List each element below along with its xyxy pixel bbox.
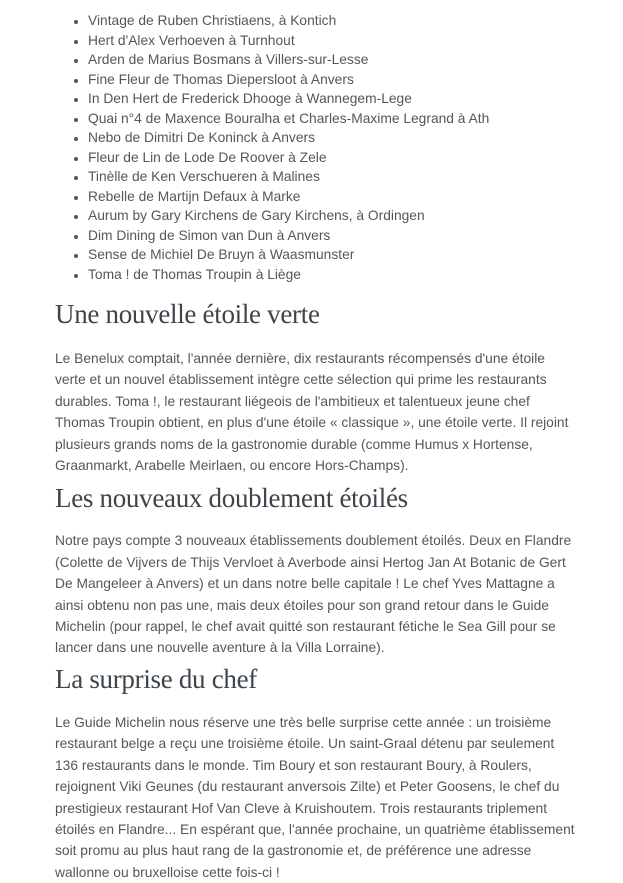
section-paragraph-chef-surprise: Le Guide Michelin nous réserve une très belle surprise cette année : un troisième restaurant belge a reçu une troisième étoile. Un saint-Graal détenu par seulement 136 restaurants dans le monde. Tim Boury et son restaurant Boury, à Roulers, rejoignent Viki Geunes (du restaurant anversois Zilte) et Peter Goosens, le chef du prestigieux restaurant Hof Van Cleve à Kruishoutem. Trois restaurants triplement étoilés en Flandre... En espérant que, l'année prochaine, un quatrième établissement soit promu au plus haut rang de la gastronomie et, de préférence une adresse wallonne ou bruxelloise cette fois-ci ! (55, 714, 575, 880)
restaurant-list-item: • Aurum by Gary Kirchens de Gary Kirchens, à Ordingen (88, 206, 578, 226)
section-heading-chef-surprise: La surprise du chef (55, 663, 257, 694)
restaurant-list-item: • Tinèlle de Ken Verschueren à Malines (88, 167, 578, 187)
restaurant-list-item: • Toma ! de Thomas Troupin à Liège (88, 265, 578, 285)
section-heading-two-stars: Les nouveaux doublement étoilés (55, 483, 408, 514)
restaurant-list-item: • In Den Hert de Frederick Dhooge à Wannegem-Lege (88, 89, 578, 109)
section-heading-green-star: Une nouvelle étoile verte (55, 299, 320, 329)
restaurant-list-item: • Fine Fleur de Thomas Diepersloot à Anvers (88, 70, 578, 90)
restaurant-list (55, 11, 578, 284)
section-two-stars (55, 482, 578, 658)
restaurant-list-item: • Rebelle de Martijn Defaux à Marke (88, 187, 578, 207)
restaurant-list-item: • Sense de Michiel De Bruyn à Waasmunster (88, 245, 578, 265)
section-paragraph-two-stars: Notre pays compte 3 nouveaux établissements doublement étoilés. Deux en Flandre (Colette de Vijvers de Thijs Vervloet à Averbode ainsi Hertog Jan At Botanic de Gert De Mangeleer à Anvers) et un dans notre belle capitale ! Le chef Yves Mattagne a ainsi obtenu non pas une, mais deux étoiles pour son grand retour dans le Guide Michelin (pour rappel, le chef avait quitté son restaurant fétiche le Sea Gill pour se lancer dans une nouvelle aventure à la Villa Lorraine). (55, 533, 572, 656)
restaurant-list-item: • Dim Dining de Simon van Dun à Anvers (88, 226, 578, 246)
section-paragraph-green-star: Le Benelux comptait, l'année dernière, dix restaurants récompensés d'une étoile verte et un nouvel établissement intègre cette sélection qui prime les restaurants durables. Toma !, le restaurant liégeois de l'ambitieux et talentueux jeune chef Thomas Troupin obtient, en plus d'une étoile « classique », une étoile verte. Il rejoint plusieurs grands noms de la gastronomie durable (comme Humus x Hortense, Graanmarkt, Arabelle Meirlaen, ou encore Hors-Champs). (55, 351, 569, 474)
restaurant-list-item: • Vintage de Ruben Christiaens, à Kontich (88, 11, 578, 31)
restaurant-list-item: • Arden de Marius Bosmans à Villers-sur-Lesse (88, 50, 578, 70)
restaurant-list-item: • Fleur de Lin de Lode De Roover à Zele (88, 148, 578, 168)
restaurant-list-item: • Hert d'Alex Verhoeven à Turnhout (88, 31, 578, 51)
restaurant-list-item: • Nebo de Dimitri De Koninck à Anvers (88, 128, 578, 148)
section-chef-surprise (55, 663, 578, 883)
restaurant-list-item: • Quai n°4 de Maxence Bouralha et Charles-Maxime Legrand à Ath (88, 109, 578, 129)
section-green-star (55, 298, 578, 476)
